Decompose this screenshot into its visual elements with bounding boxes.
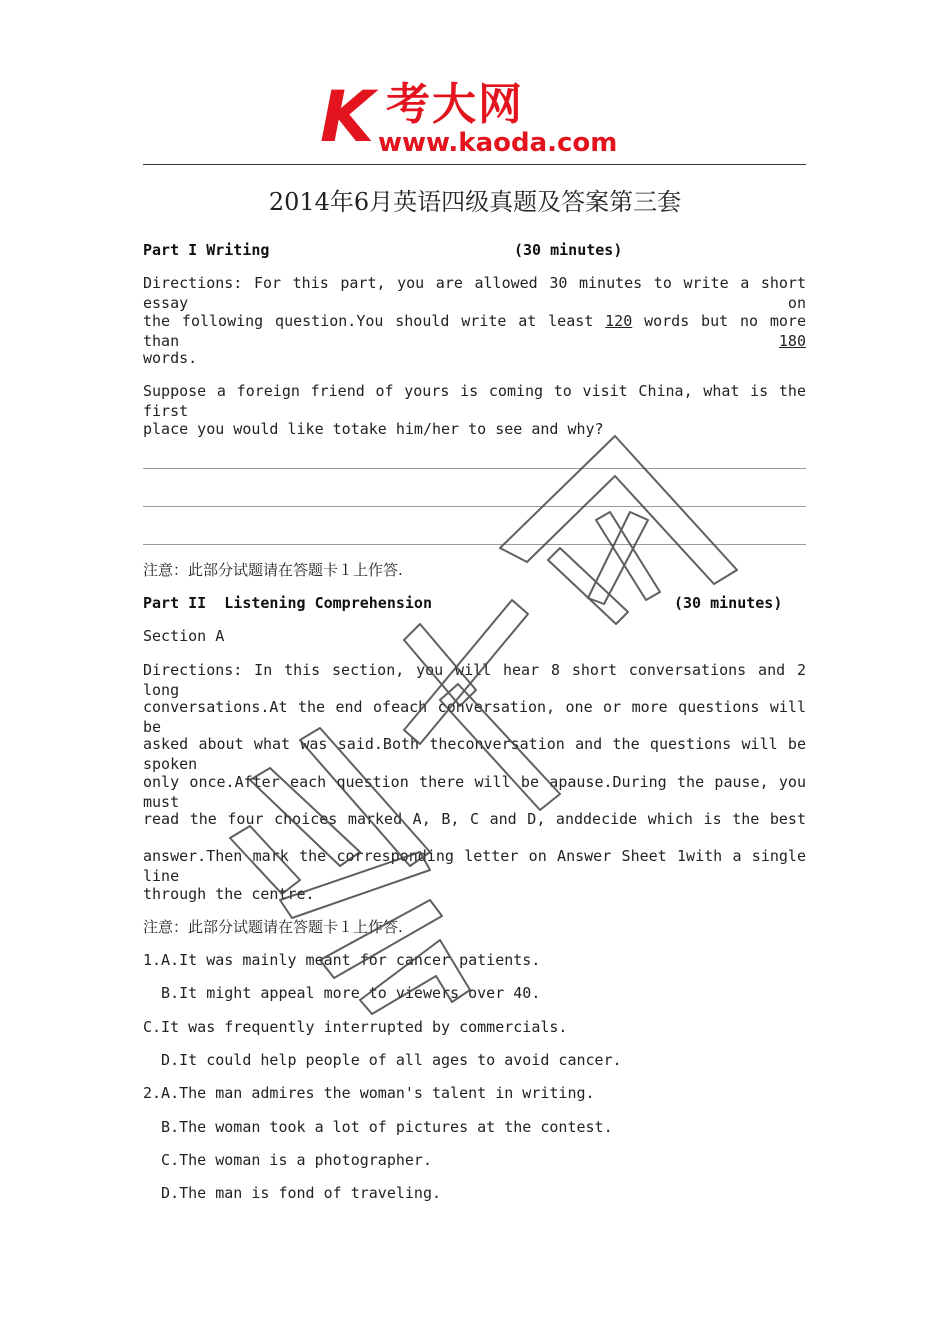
part1-directions-line: words. bbox=[143, 349, 198, 367]
site-logo[interactable] bbox=[320, 78, 640, 160]
question-option: D.The man is fond of traveling. bbox=[143, 1184, 442, 1202]
writing-line bbox=[143, 468, 806, 469]
part2-heading: Part II Listening Comprehension bbox=[143, 594, 432, 612]
part2-directions-line: answer.Then mark the corresponding letter on Answer Sheet 1with a single line bbox=[143, 847, 806, 885]
part2-directions-line: only once.After each question there will be apause.During the pause, you must bbox=[143, 773, 806, 811]
part1-question-line: place you would like totake him/her to see and why? bbox=[143, 420, 604, 438]
question-option: B.It might appeal more to viewers over 40. bbox=[143, 984, 541, 1002]
writing-line bbox=[143, 544, 806, 545]
part1-heading: Part I Writing bbox=[143, 241, 270, 259]
question-option: D.It could help people of all ages to avoid cancer. bbox=[143, 1051, 622, 1069]
section-a-label: Section A bbox=[143, 627, 225, 645]
document-title: 2014年6月英语四级真题及答案第三套 bbox=[268, 188, 682, 216]
part2-directions-line: asked about what was said.Both theconversation and the questions will be spoken bbox=[143, 735, 806, 773]
min-words: 120 bbox=[605, 312, 633, 330]
part1-note: 注意：此部分试题请在答题卡１上作答. bbox=[143, 561, 403, 579]
max-words: 180 bbox=[778, 332, 806, 350]
header-divider bbox=[143, 164, 806, 165]
question-option: C.It was frequently interrupted by commercials. bbox=[143, 1018, 568, 1036]
part1-time: (30 minutes) bbox=[514, 241, 623, 259]
part1-directions-line bbox=[143, 311, 806, 351]
part2-directions-line: read the four choices marked A, B, C and D, anddecide which is the best bbox=[143, 810, 806, 828]
logo-chinese-name: 考大网 bbox=[386, 79, 524, 130]
part2-directions-line: through the centre. bbox=[143, 885, 315, 903]
part1-question-line: Suppose a foreign friend of yours is coming to visit China, what is the first bbox=[143, 382, 806, 420]
writing-line bbox=[143, 506, 806, 507]
part2-time: (30 minutes) bbox=[674, 594, 783, 612]
question-option: 1.A.It was mainly meant for cancer patients. bbox=[143, 951, 541, 969]
part2-directions-line: Directions: In this section, you will hear 8 short conversations and 2 long bbox=[143, 661, 806, 699]
logo-k-mark: K bbox=[320, 76, 375, 158]
directions-text: words but no more than bbox=[143, 312, 806, 350]
question-option: 2.A.The man admires the woman's talent in writing. bbox=[143, 1084, 595, 1102]
part2-directions-line: conversations.At the end ofeach conversation, one or more questions will be bbox=[143, 698, 806, 736]
logo-url: www.kaoda.com bbox=[378, 128, 618, 158]
part1-directions-line: Directions: For this part, you are allowed 30 minutes to write a short essay on bbox=[143, 274, 806, 312]
question-option: C.The woman is a photographer. bbox=[143, 1151, 432, 1169]
part2-note: 注意：此部分试题请在答题卡１上作答. bbox=[143, 918, 403, 936]
directions-text: the following question.You should write at least bbox=[143, 312, 606, 330]
question-option: B.The woman took a lot of pictures at the contest. bbox=[143, 1118, 613, 1136]
